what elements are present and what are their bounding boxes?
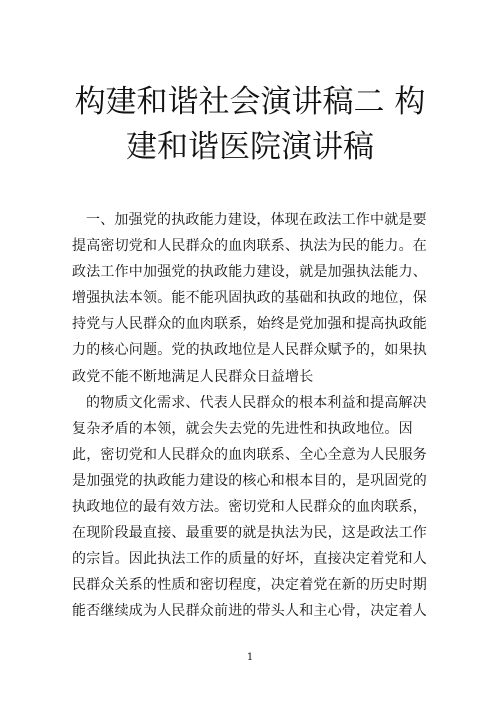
body-line-12: 执政地位的最有效方法。密切党和人民群众的血肉联系，: [72, 499, 427, 516]
body-line-5: 持党与人民群众的血肉联系，始终是党加强和提高执政能: [72, 316, 427, 333]
body-line-1: 一、加强党的执政能力建设，体现在政法工作中就是要: [86, 212, 427, 228]
title-line-1: 构建和谐社会演讲稿二 构: [74, 84, 426, 120]
body-line-7: 政党不能不断地满足人民群众日益增长: [72, 368, 314, 385]
body-line-3: 政法工作中加强党的执政能力建设，就是加强执法能力、: [72, 264, 427, 281]
body-line-10: 此，密切党和人民群众的血肉联系、全心全意为人民服务: [72, 446, 427, 463]
body-line-2: 提高密切党和人民群众的血肉联系、执法为民的能力。在: [72, 238, 427, 255]
title-line-2: 建和谐医院演讲稿: [126, 129, 374, 165]
body-line-8: 的物质文化需求、代表人民群众的根本利益和提高解决: [86, 394, 427, 411]
page-number: 1: [246, 652, 254, 663]
body-line-9: 复杂矛盾的本领，就会失去党的先进性和执政地位。因: [72, 420, 413, 437]
body-line-15: 民群众关系的性质和密切程度，决定着党在新的历史时期: [72, 577, 427, 594]
body-line-6: 力的核心问题。党的执政地位是人民群众赋予的，如果执: [72, 342, 427, 359]
body-line-4: 增强执法本领。能不能巩固执政的基础和执政的地位，保: [72, 290, 427, 307]
body-line-13: 在现阶段最直接、最重要的就是执法为民，这是政法工作: [72, 525, 427, 542]
body-text: [72, 207, 428, 625]
document-title: [50, 80, 450, 170]
body-line-14: 的宗旨。因此执法工作的质量的好坏，直接决定着党和人: [72, 551, 427, 568]
body-line-11: 是加强党的执政能力建设的核心和根本目的，是巩固党的: [72, 472, 427, 489]
body-line-16: 能否继续成为人民群众前进的带头人和主心骨，决定着人: [72, 603, 427, 620]
